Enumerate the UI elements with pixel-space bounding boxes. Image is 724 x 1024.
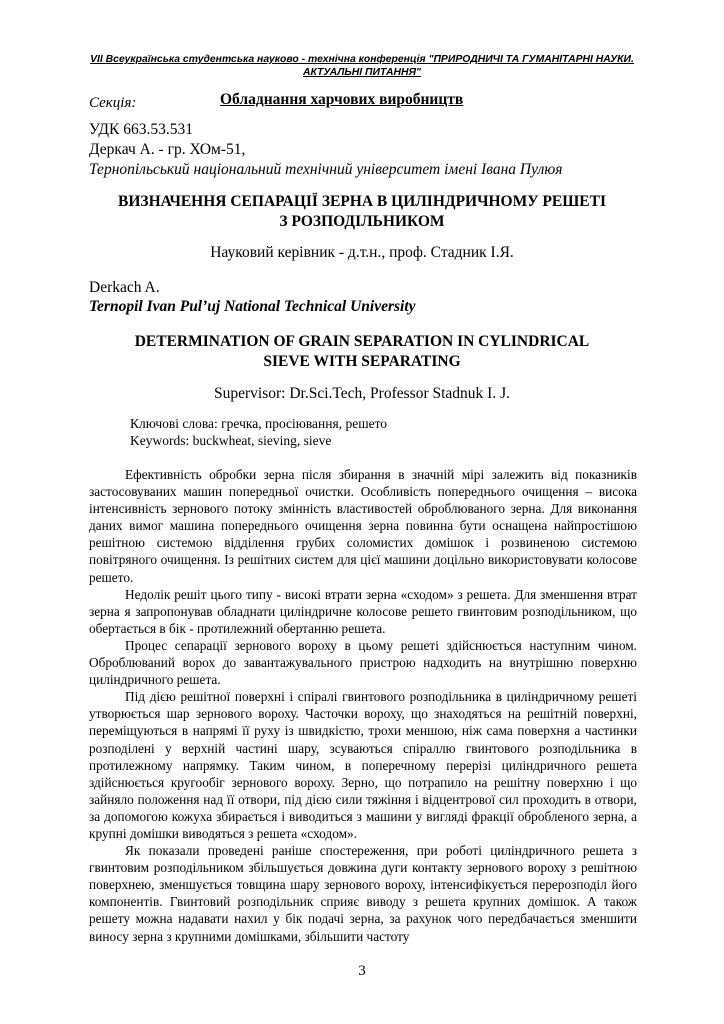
udc-code: УДК 663.53.531 bbox=[89, 121, 193, 138]
page-number: 3 bbox=[358, 963, 366, 979]
body-paragraph: Як показали проведені раніше спостереження, при роботі циліндричного решета з гвинтовим розподільником збільшується довжина дуги контакту зернового вороху з решітною поверхнею, зменшується товщина шару зернового вороху, інтенсифікується перерозподіл його компонентів. Гвинтовий розподільник сприяє виводу з решета крупних домішок. А також решету можна надавати нахил у бік подачі зерна, за рахунок чого передбачається зменшити виносу зерна з крупними домішками, збільшити частоту bbox=[89, 843, 637, 944]
body-paragraph: Процес сепарації зернового вороху в цьому решеті здійснюється наступним чином. Оброблюваний ворох до завантажувального пристрою надходить на внутрішню поверхню циліндричного решета. bbox=[89, 637, 637, 688]
keywords-en: Keywords: buckwheat, sieving, sieve bbox=[130, 433, 332, 448]
supervisor-ua: Науковий керівник - д.т.н., проф. Стадник І.Я. bbox=[210, 244, 514, 261]
affiliation-ua: Тернопільський національний технічний університет імені Івана Пулюя bbox=[89, 161, 563, 178]
paper-title-ua bbox=[60, 192, 664, 232]
section-label: Секція: bbox=[89, 95, 137, 111]
body-paragraph: Недолік решіт цього типу - високі втрати зерна «сходом» з решета. Для зменшення втрат зерна я запропонував обладнати циліндричне колосове решето гвинтовим розподільником, що обертається в бік - протилежний обертанню решета. bbox=[89, 586, 637, 636]
paper-title-ua-line1: ВИЗНАЧЕННЯ СЕПАРАЦІЇ ЗЕРНА В ЦИЛІНДРИЧНОМУ РЕШЕТІ bbox=[118, 193, 606, 210]
author-ua: Деркач А. - гр. ХОм-51, bbox=[89, 141, 246, 158]
author-en: Derkach A. bbox=[89, 279, 160, 296]
conference-header-line2: АКТУАЛЬНІ ПИТАННЯ" bbox=[303, 67, 421, 78]
body-paragraph: Ефективність обробки зерна після збирання в значній мірі залежить від показників застосовуваних машин попередньої очистки. Особливість попереднього очищення – висока інтенсивність зернового потоку змінність властивостей оброблюваного зерна. Для виконання даних вимог машина попереднього очищення зерна повинна бути оснащена найпростішою решітною системою відділення грубих соломистих домішок і розвиненою системою повітряного очищення. Із решітних систем для цієї машини доцільно використовувати колосове решето. bbox=[89, 467, 637, 585]
conference-header-line1: VII Всеукраїнська студентська науково - технічна конференція "ПРИРОДНИЧІ ТА ГУМАНІТАРНІ НАУКИ. bbox=[90, 54, 634, 65]
affiliation-en: Ternopil Ivan Pul’uj National Technical University bbox=[89, 298, 416, 315]
conference-header bbox=[60, 53, 664, 79]
keywords-ua: Ключові слова: гречка, просіювання, решето bbox=[130, 416, 388, 431]
paper-title-en-line2: SIEVE WITH SEPARATING bbox=[263, 353, 461, 370]
supervisor-en: Supervisor: Dr.Sci.Tech, Professor Stadnuk I. J. bbox=[214, 385, 510, 402]
body-paragraph: Під дією решітної поверхні і спіралі гвинтового розподільника в циліндричному решеті утворюється шар зернового вороху. Часточки вороху, що знаходяться на решітній поверхні, переміщуються в напрямі її руху із швидкістю, трохи меншою, ніж сама поверхня а частинки розподілені у верхній частині шару, зсуваються спіраллю гвинтового розподільника в протилежному напрямку. Таким чином, в поперечному перерізі циліндричного решета здійснюється кругообіг зернового вороху. Зерно, що потрапило на решітну поверхню і що зайняло положення над її отвори, під дією сили тяжіння і відцентрової сил проходить в отвори, за допомогою кожуха збирається і виводиться з машини у вигляді фракції обробленого зерна, а крупні домішки виводяться з решета «сходом». bbox=[89, 689, 637, 841]
paper-title-en-line1: DETERMINATION OF GRAIN SEPARATION IN CYLINDRICAL bbox=[134, 333, 590, 350]
body-text bbox=[89, 466, 637, 945]
section-row bbox=[89, 91, 649, 115]
section-title: Обладнання харчових виробництв bbox=[220, 91, 464, 108]
paper-title-ua-line2: З РОЗПОДІЛЬНИКОМ bbox=[279, 213, 445, 230]
paper-title-en bbox=[60, 332, 664, 372]
